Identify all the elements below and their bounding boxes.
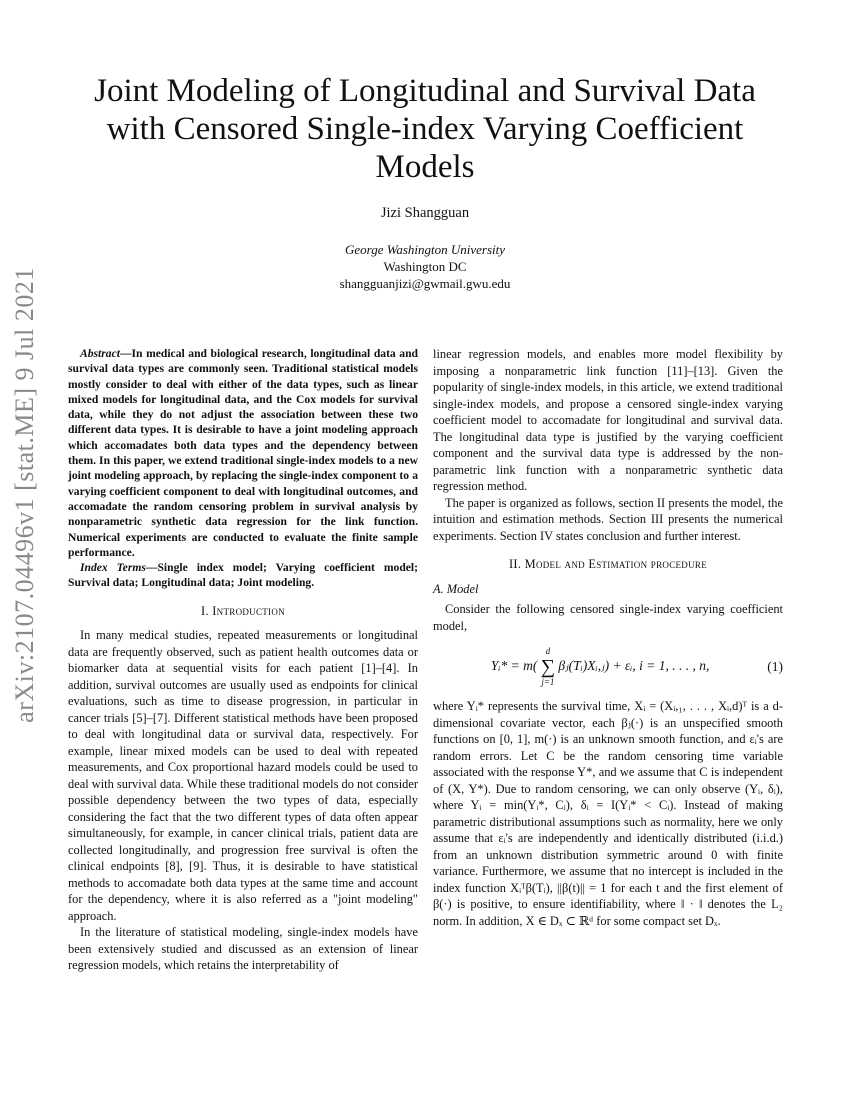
equation-body	[433, 646, 767, 688]
model-paragraph: where Yᵢ* represents the survival time, Xᵢ = (Xᵢ,₁, . . . , Xᵢ,d)ᵀ is a d-dimensional covariate vector, each βⱼ(·) is an unspecified smooth functions on [0, 1], m(·) is an unknown smooth function, and εᵢ's are random errors. Let C be the random censoring time variable associated with the response Y*, and we assume that C is independent of (X, Y*). Due to random censoring, we can only observe (Yᵢ, δᵢ), where Yᵢ = min(Yᵢ*, Cᵢ), δᵢ = I(Yᵢ* < Cᵢ). Instead of making parametric distributional assumptions such as normality, here we only assume that εᵢ's are independently and identically distributed (i.i.d.) from an unknown distribution symmetric around 0 with finite variance. Furthermore, we assume that no intercept is included in the index function Xᵢᵀβ(Tᵢ), ||β(t)|| = 1 for each t and the first element of β(·) is positive, to ensure identifiability, where ‖ · ‖ denotes the L₂ norm. In addition, X ∈ Dₓ ⊂ ℝᵈ for some compact set Dₓ.	[433, 699, 783, 928]
section-heading-introduction: I. Introduction	[201, 603, 285, 618]
model-intro: Consider the following censored single-index varying coefficient model,	[433, 602, 783, 633]
sum-lower-limit: j=1	[541, 677, 555, 687]
index-terms	[68, 560, 418, 591]
sum-operator	[541, 646, 555, 688]
index-terms-label: Index Terms	[80, 561, 146, 575]
index-terms-text: —Single index model; Varying coefficient model; Survival data; Longitudinal data; Joint modeling.	[68, 561, 419, 590]
author-email[interactable]: shangguanjizi@gwmail.gwu.edu	[339, 276, 511, 291]
author-name: Jizi Shangguan	[380, 205, 470, 221]
left-column	[68, 346, 418, 974]
abstract-label: Abstract	[80, 347, 120, 360]
affiliation-location: Washington DC	[383, 259, 467, 274]
sum-upper-limit: d	[545, 646, 551, 656]
equation-lhs: Yᵢ* = m(	[490, 658, 538, 674]
intro-paragraph-2: In the literature of statistical modeling, single-index models have been extensively studied and discussed as an extension of linear regression models, which retains the interpretability of	[68, 925, 418, 973]
equation-1	[433, 646, 783, 688]
sum-symbol: ∑	[540, 656, 555, 678]
arxiv-identifier	[0, 267, 50, 723]
equation-number: (1)	[767, 658, 783, 674]
arxiv-identifier-text: arXiv:2107.04496v1 [stat.ME] 9 Jul 2021	[10, 267, 39, 723]
affiliation	[0, 241, 850, 292]
paper-title: Joint Modeling of Longitudinal and Survival Data with Censored Single-index Varying Coefficient Models	[94, 73, 756, 185]
subsection-heading-model: A. Model	[433, 581, 479, 596]
abstract	[68, 346, 418, 560]
intro-paragraph-3: The paper is organized as follows, section II presents the model, the intuition and estimation methods. Section III presents the numerical experiments. Section IV states conclusion and further interest.	[433, 495, 783, 543]
intro-paragraph-1: In many medical studies, repeated measurements or longitudinal data are frequently observed, such as patient health outcomes data or biomarker data at sequential visits for each patient [1]–[4]. In addition, survival outcomes are usually used as endpoints for clinical evaluations, such as time to disease progression, in particular in cancer trials [5]–[7]. Different statistical methods have been proposed to deal with longitudinal data or survival data, respectively. For example, linear mixed models can be used to deal with repeated measurements, and Cox proportional hazard models could be used to deal with survival data. While these traditional models do not consider possible dependency between the two types of data, especially considering the fact that the two different types of data often appear simultaneously, for example, in cancer clinical trials, patient data are collected longitudinally, and progression free survival is often the clinical endpoints [8], [9]. Thus, it is desirable to have statistical methods to accomadate both data types at the same time and account for the dependency, where it is also referred as a "joint modeling" approach.	[68, 628, 418, 923]
abstract-text: —In medical and biological research, longitudinal data and survival data types are commonly seen. Traditional statistical models mostly consider to deal with either of the data types, such as linear mixed models for longitudinal data, and the Cox models for survival data, while they do not adjust the association between these two different data types. It is desirable to have a joint modeling approach which accomadates both data types and the dependency between them. In this paper, we extend traditional single-index models to a new joint modeling approach, by replacing the single-index component to a varying coefficient component to deal with longitudinal outcomes, and accomadate the random censoring problem in survival analysis by nonparametric synthetic data regression for the link function. Numerical experiments are conducted to evaluate the finite sample performance.	[68, 347, 418, 559]
equation-rhs: βⱼ(Tᵢ)Xᵢ,ⱼ) + εᵢ, i = 1, . . . , n,	[558, 658, 710, 674]
right-column	[433, 346, 783, 929]
affiliation-university: George Washington University	[344, 242, 506, 257]
section-heading-model: II. Model and Estimation procedure	[508, 557, 708, 571]
intro-paragraph-2-continued: linear regression models, and enables more model flexibility by imposing a nonparametric link function [11]–[13]. Given the popularity of single-index models, in this article, we extend traditional single-index models, and propose a censored single-index varying coefficient model to accomadate for longitudinal and survival data. The longitudinal data type is justified by the varying coefficient component and the survival data type is addressed by the non-parametric link function with a nonparametric synthetic data regression method.	[433, 347, 783, 493]
